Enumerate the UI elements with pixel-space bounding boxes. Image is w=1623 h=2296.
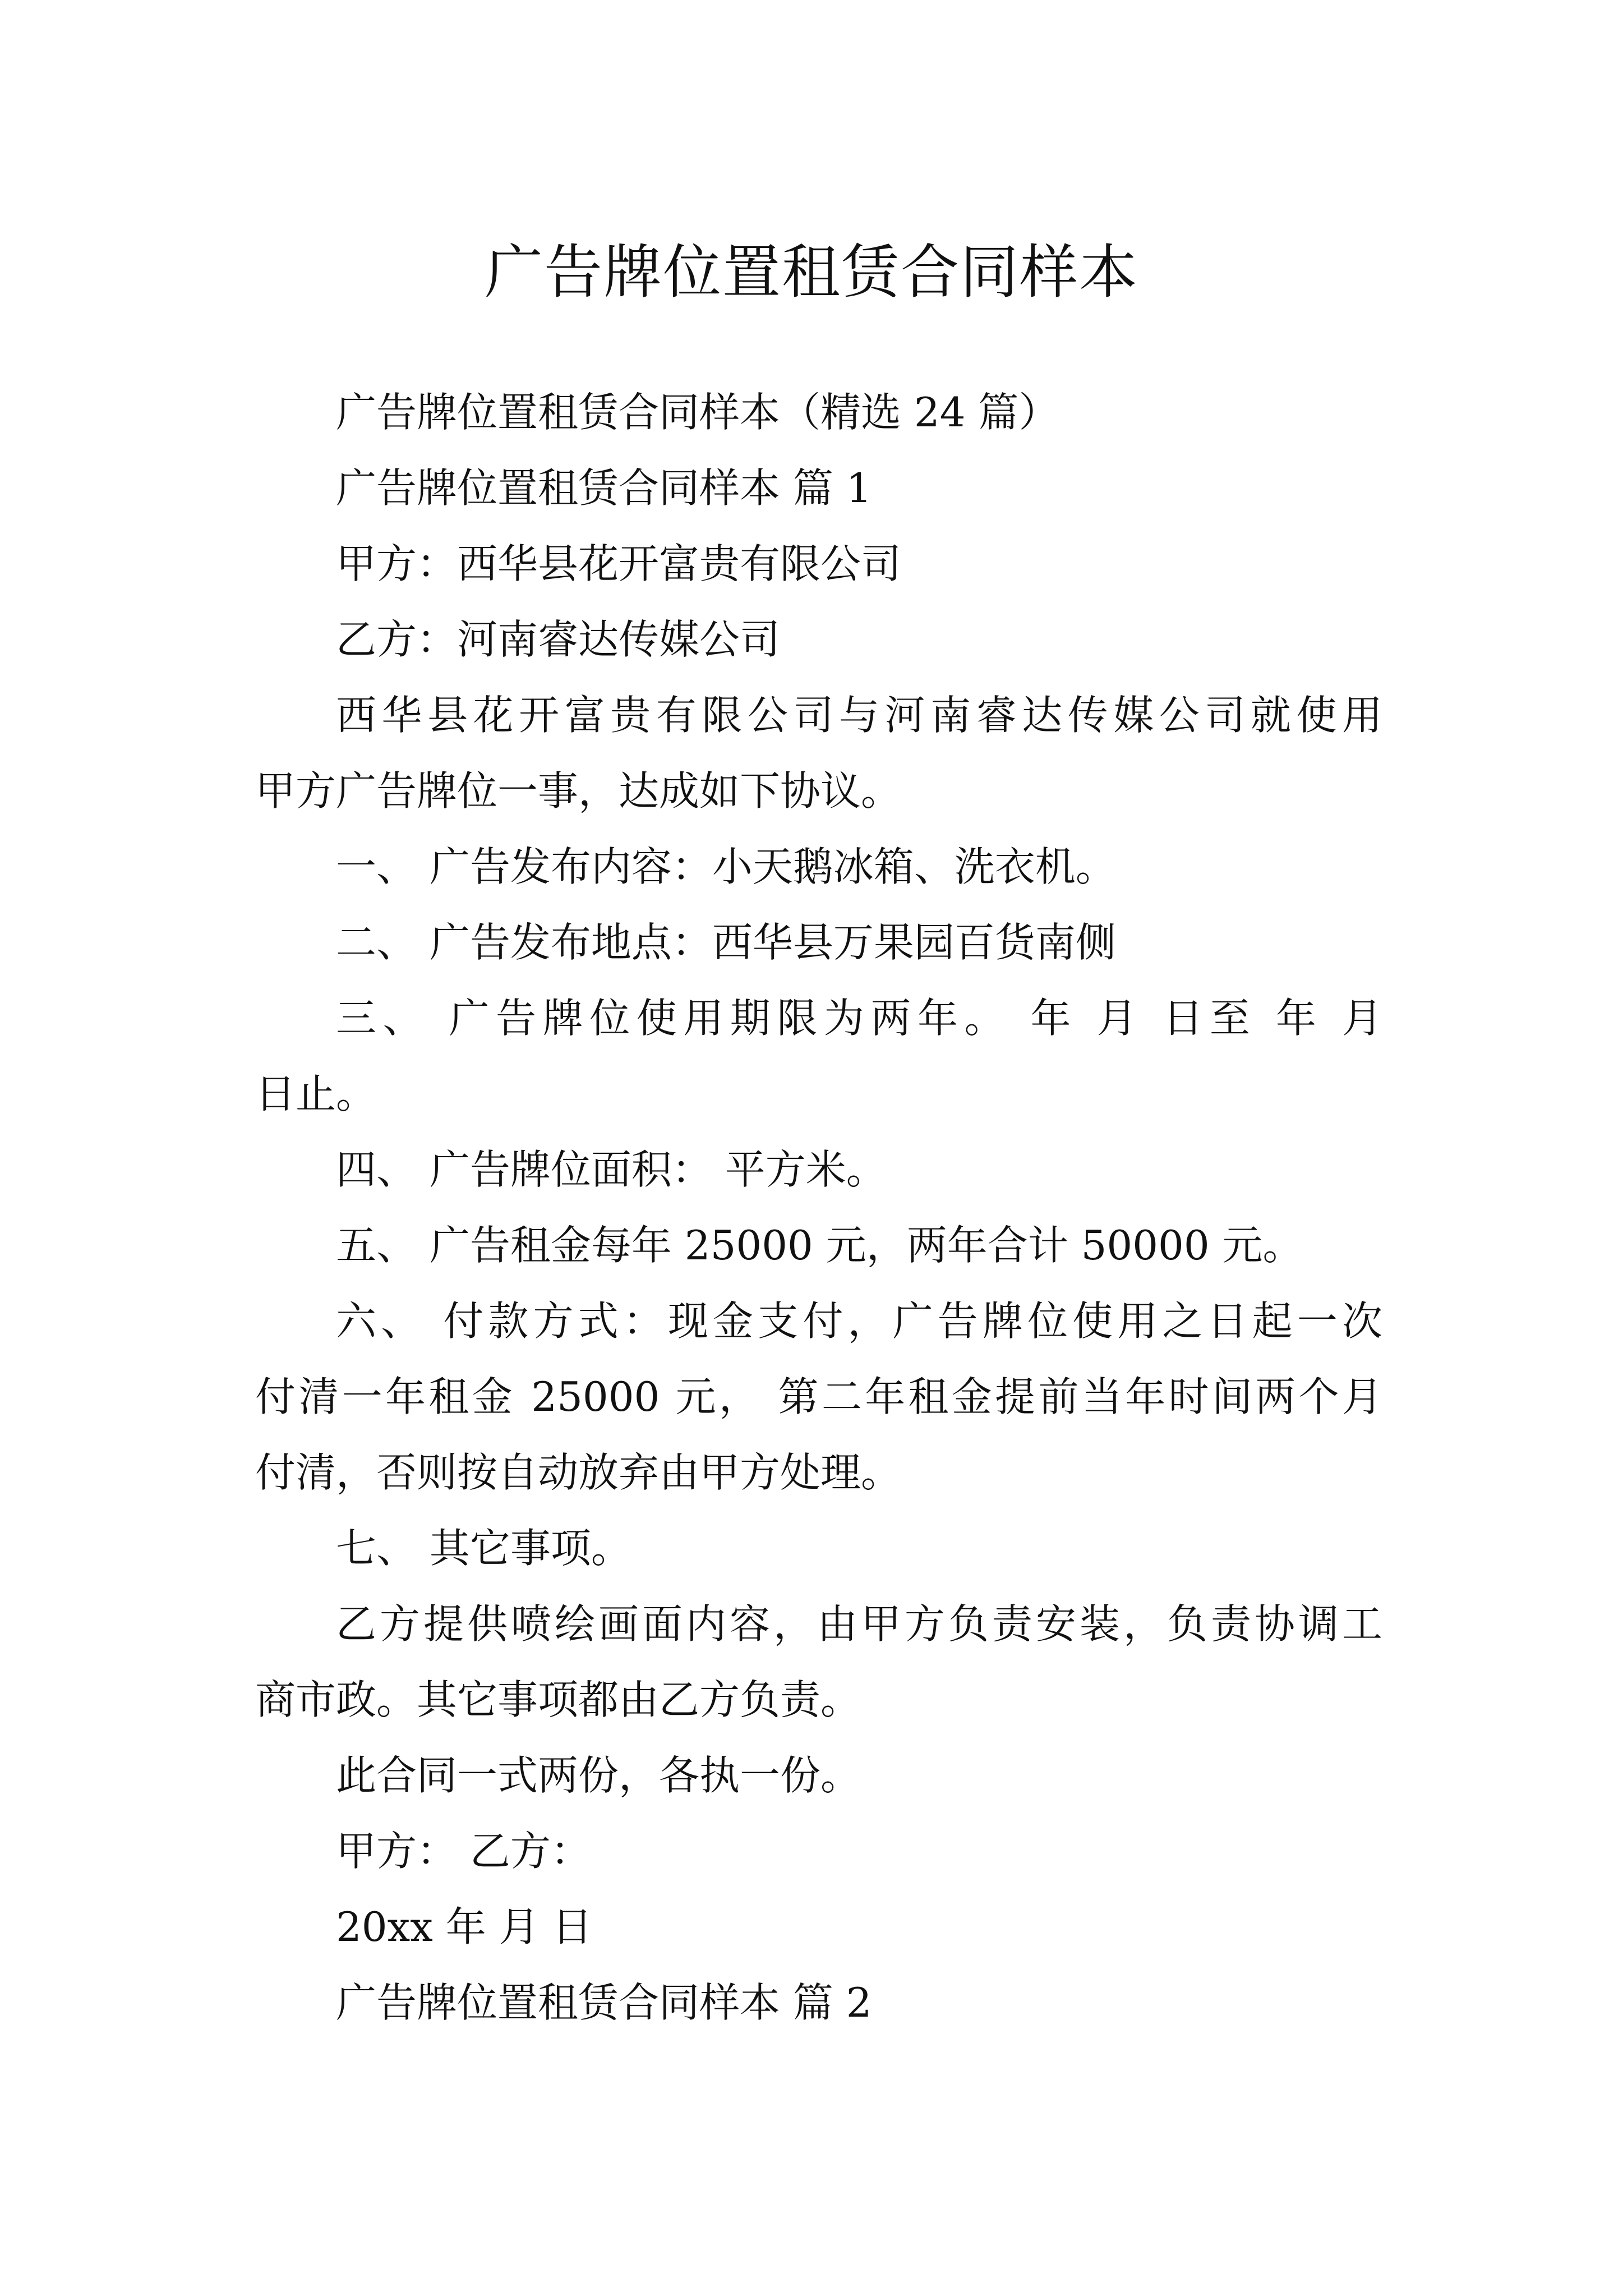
clause-2: 二、 广告发布地点：西华县万果园百货南侧: [336, 919, 1116, 966]
party-b-line: 乙方：河南睿达传媒公司: [336, 616, 781, 663]
copies-line: 此合同一式两份，各执一份。: [336, 1752, 861, 1799]
section-heading-2: 广告牌位置租赁合同样本 篇 2: [336, 1979, 872, 2026]
clause-6-line-1: 六、 付款方式：现金支付，广告牌位使用之日起一次: [336, 1297, 1382, 1345]
clause-6-line-3: 付清，否则按自动放弃由甲方处理。: [255, 1449, 902, 1496]
clause-3-line-1: 三、 广告牌位使用期限为两年。 年 月 日至 年 月: [336, 995, 1382, 1042]
clause-4: 四、 广告牌位面积： 平方米。: [336, 1146, 887, 1193]
clause-7: 七、 其它事项。: [336, 1525, 631, 1572]
party-a-line: 甲方：西华县花开富贵有限公司: [336, 540, 902, 587]
document-body: [255, 375, 1382, 2041]
section-heading-1: 广告牌位置租赁合同样本 篇 1: [336, 464, 872, 512]
clause-6-line-2: 付清一年租金 25000 元， 第二年租金提前当年时间两个月: [255, 1373, 1382, 1420]
intro-line-2: 甲方广告牌位一事，达成如下协议。: [255, 767, 902, 815]
other-matters-line-1: 乙方提供喷绘画面内容，由甲方负责安装，负责协调工: [336, 1600, 1382, 1648]
document-title: 广告牌位置租赁合同样本: [484, 237, 1138, 306]
intro-line-1: 西华县花开富贵有限公司与河南睿达传媒公司就使用: [336, 692, 1382, 739]
other-matters-line-2: 商市政。其它事项都由乙方负责。: [255, 1676, 861, 1723]
date-line: 20xx 年 月 日: [336, 1903, 593, 1950]
signature-line: 甲方： 乙方：: [336, 1828, 591, 1875]
clause-3-line-2: 日止。: [255, 1070, 377, 1117]
subtitle-line: 广告牌位置租赁合同样本（精选 24 篇）: [336, 389, 1059, 436]
clause-1: 一、 广告发布内容：小天鹅冰箱、洗衣机。: [336, 843, 1116, 890]
clause-5: 五、 广告租金每年 25000 元，两年合计 50000 元。: [336, 1222, 1303, 1269]
